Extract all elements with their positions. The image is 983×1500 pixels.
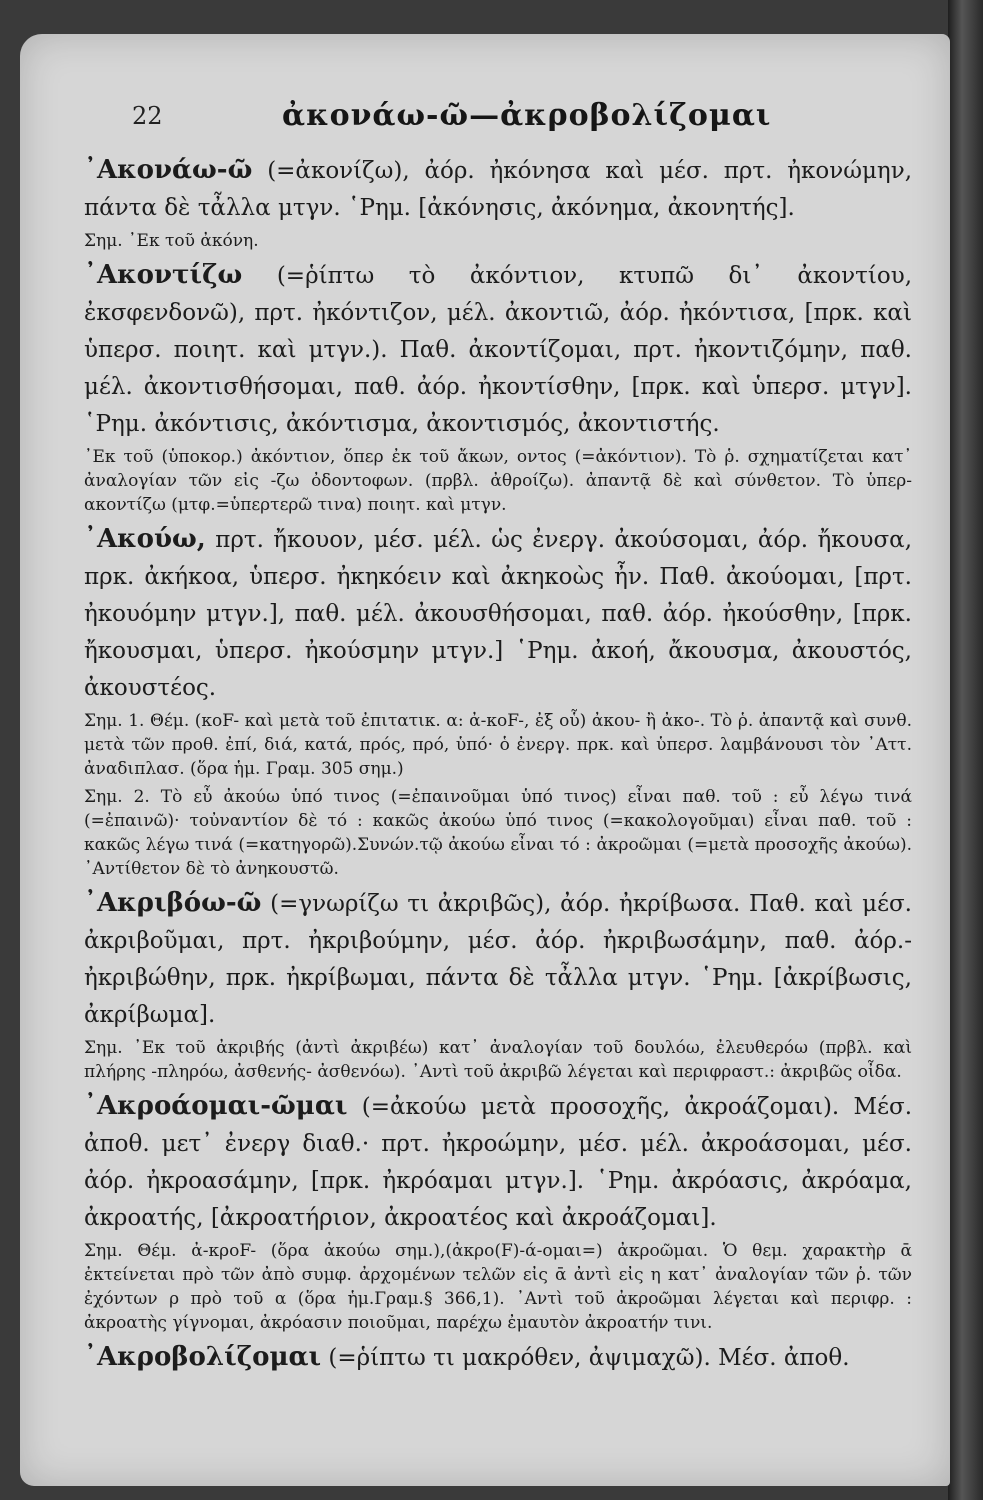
entry-note: ᾿Εκ τοῦ (ὑποκορ.) ἀκόντιον, ὅπερ ἐκ τοῦ ἄκων, οντος (=ἀκόντιον). Τὸ ῥ. σχηματίζεται κατ᾿ ἀναλογίαν τῶν εἰς -ζω ὀδοντοφων. (πρβλ. ἀθροίζω). ἀπαντᾷ δὲ καὶ σύνθετον. Τὸ ὑπερ-ακοντίζω (μτφ.=ὑπερτερῶ τινα) ποιητ. καὶ μτγν. bbox=[84, 447, 912, 515]
entry-note: Σημ. Θέμ. ἀ-κροF- (ὅρα ἀκούω σημ.),(ἀκρο(F)-ά-ομαι=) ἀκροῶμαι. Ὁ θεμ. χαρακτὴρ ᾱ ἐκτείνεται πρὸ τῶν ἀπὸ συμφ. ἀρχομένων τελῶν εἰς ᾱ ἀντὶ εἰς η κατ᾿ ἀναλογίαν τῶν ῥ. τῶν ἐχόντων ρ πρὸ τοῦ α (ὅρα ἡμ.Γραμ.§ 366,1). ᾿Αντὶ τοῦ ἀκροῶμαι λέγεται καὶ περιφρ. : ἀκροατὴς γίγνομαι, ἀκρόασιν ποιοῦμαι, παρέχω ἐμαυτὸν ἀκροατήν τινι. bbox=[84, 1241, 912, 1333]
book-page bbox=[20, 34, 950, 1486]
entry-body: (=ἀκονίζω), ἀόρ. ἠκόνησα καὶ μέσ. πρτ. ἠκονώμην, πάντα δὲ τἆλλα μτγν. ῾Ρημ. [ἀκόνησις, ἀκόνημα, ἀκονητής]. bbox=[84, 158, 913, 221]
entry-note: Σημ. ᾿Εκ τοῦ ἀκόνη. bbox=[84, 231, 259, 251]
headword: ᾿Ακοντίζω bbox=[84, 260, 243, 290]
page-number: 22 bbox=[132, 102, 163, 130]
entry-body: (=ῥίπτω τι μακρόθεν, ἀψιμαχῶ). Μέσ. ἀποθ. bbox=[328, 1345, 850, 1371]
headword: ᾿Ακροβολίζομαι bbox=[84, 1342, 322, 1372]
entry-note-2: Σημ. 2. Τὸ εὖ ἀκούω ὑπό τινος (=ἐπαινοῦμαι ὑπό τινος) εἶναι παθ. τοῦ : εὖ λέγω τινά (=ἐπαινῶ)· τοὐναντίον δὲ τό : κακῶς ἀκούω ὑπό τινος (=κακολογοῦμαι) εἶναι παθ. τοῦ : κακῶς λέγω τινά (=κατηγορῶ).Συνών.τῷ ἀκούω εἶναι τό : ἀκροῶμαι (=μετὰ προσοχῆς ἀκούω). ᾿Αντίθετον δὲ τὸ ἀνηκουστῶ. bbox=[84, 787, 912, 879]
entry-text bbox=[84, 885, 912, 1034]
entry-akouo bbox=[84, 521, 912, 881]
entry-text bbox=[84, 257, 912, 443]
entry-akonao bbox=[84, 152, 912, 253]
entry-note: Σημ. ᾿Εκ τοῦ ἀκριβής (ἀντὶ ἀκριβέω) κατ᾿ ἀναλογίαν τοῦ δουλόω, ἐλευθερόω (πρβλ. καὶ πλήρης -πληρόω, ἀσθενής- ἀσθενόω). ᾿Αντὶ τοῦ ἀκριβῶ λέγεται καὶ περιφραστ.: ἀκριβῶς οἶδα. bbox=[84, 1038, 912, 1082]
entry-body: (=ἀκούω μετὰ προσοχῆς, ἀκροάζομαι). Μέσ. ἀποθ. μετ᾿ ἐνεργ διαθ.· πρτ. ἠκροώμην, μέσ. μέλ. ἀκροάσομαι, μέσ. ἀόρ. ἠκροασάμην, [πρκ. ἠκρόαμαι μτγν.]. ῾Ρημ. ἀκρόασις, ἀκρόαμα, ἀκροατής, [ἀκροατήριον, ἀκροατέος καὶ ἀκροάζομαι]. bbox=[84, 1094, 913, 1231]
entry-text bbox=[84, 152, 912, 227]
entry-akrobolizomai bbox=[84, 1339, 912, 1377]
running-head: ἀκονάω-ῶ—ἀκροβολίζομαι bbox=[282, 98, 772, 133]
entry-text bbox=[84, 1088, 912, 1237]
entry-text bbox=[84, 521, 912, 707]
entry-akriboo bbox=[84, 885, 912, 1084]
entry-body: (=γνωρίζω τι ἀκριβῶς), ἀόρ. ἠκρίβωσα. Παθ. καὶ μέσ. ἀκριβοῦμαι, πρτ. ἠκριβούμην, μέσ. ἀόρ. ἠκριβωσάμην, παθ. ἀόρ.-ἠκριβώθην, πρκ. ἠκρίβωμαι, πάντα δὲ τἆλλα μτγν. ῾Ρημ. [ἀκρίβωσις, ἀκρίβωμα]. bbox=[84, 891, 912, 1028]
entry-body: πρτ. ἤκουον, μέσ. μέλ. ὡς ἐνεργ. ἀκούσομαι, ἀόρ. ἤκουσα, πρκ. ἀκήκοα, ὑπερσ. ἠκηκόειν καὶ ἀκηκοὼς ἦν. Παθ. ἀκούομαι, [πρτ. ἠκουόμην μτγν.], παθ. μέλ. ἀκουσθήσομαι, παθ. ἀόρ. ἠκούσθην, [πρκ. ἤκουσμαι, ὑπερσ. ἠκούσμην μτγν.] ῾Ρημ. ἀκοή, ἄκουσμα, ἀκουστός, ἀκουστέος. bbox=[84, 527, 913, 701]
dictionary-content bbox=[84, 152, 912, 1377]
entry-body: (=ῥίπτω τὸ ἀκόντιον, κτυπῶ δι᾿ ἀκοντίου, ἐκσφενδονῶ), πρτ. ἠκόντιζον, μέλ. ἀκοντιῶ, ἀόρ. ἠκόντισα, [πρκ. καὶ ὑπερσ. ποιητ. καὶ μτγν.). Παθ. ἀκοντίζομαι, πρτ. ἠκοντιζόμην, παθ. μέλ. ἀκοντισθήσομαι, παθ. ἀόρ. ἠκοντίσθην, [πρκ. καὶ ὑπερσ. μτγν]. ῾Ρημ. ἀκόντισις, ἀκόντισμα, ἀκοντισμός, ἀκοντιστής. bbox=[84, 263, 913, 437]
entry-akroaomai bbox=[84, 1088, 912, 1335]
headword: ᾿Ακονάω-ῶ bbox=[84, 155, 253, 185]
headword: ᾿Ακριβόω-ῶ bbox=[84, 888, 262, 918]
entry-note: Σημ. 1. Θέμ. (κοF- καὶ μετὰ τοῦ ἐπιτατικ. α: ἀ-κοF-, ἐξ οὗ) ἀκου- ἢ ἀκο-. Τὸ ῥ. ἀπαντᾷ καὶ συνθ. μετὰ τῶν προθ. ἐπί, διά, κατά, πρός, πρό, ὑπό· ὁ ἐνεργ. πρκ. καὶ ὑπερσ. λαμβάνουσι τὸν ᾿Αττ. ἀναδιπλασ. (ὅρα ἡμ. Γραμ. 305 σημ.) bbox=[84, 711, 912, 779]
entry-akontizo bbox=[84, 257, 912, 517]
headword: ᾿Ακροάομαι-ῶμαι bbox=[84, 1091, 348, 1121]
headword: ᾿Ακούω, bbox=[84, 524, 206, 554]
next-page-edge bbox=[948, 0, 983, 1500]
entry-text bbox=[84, 1339, 912, 1377]
page-header bbox=[20, 98, 950, 138]
